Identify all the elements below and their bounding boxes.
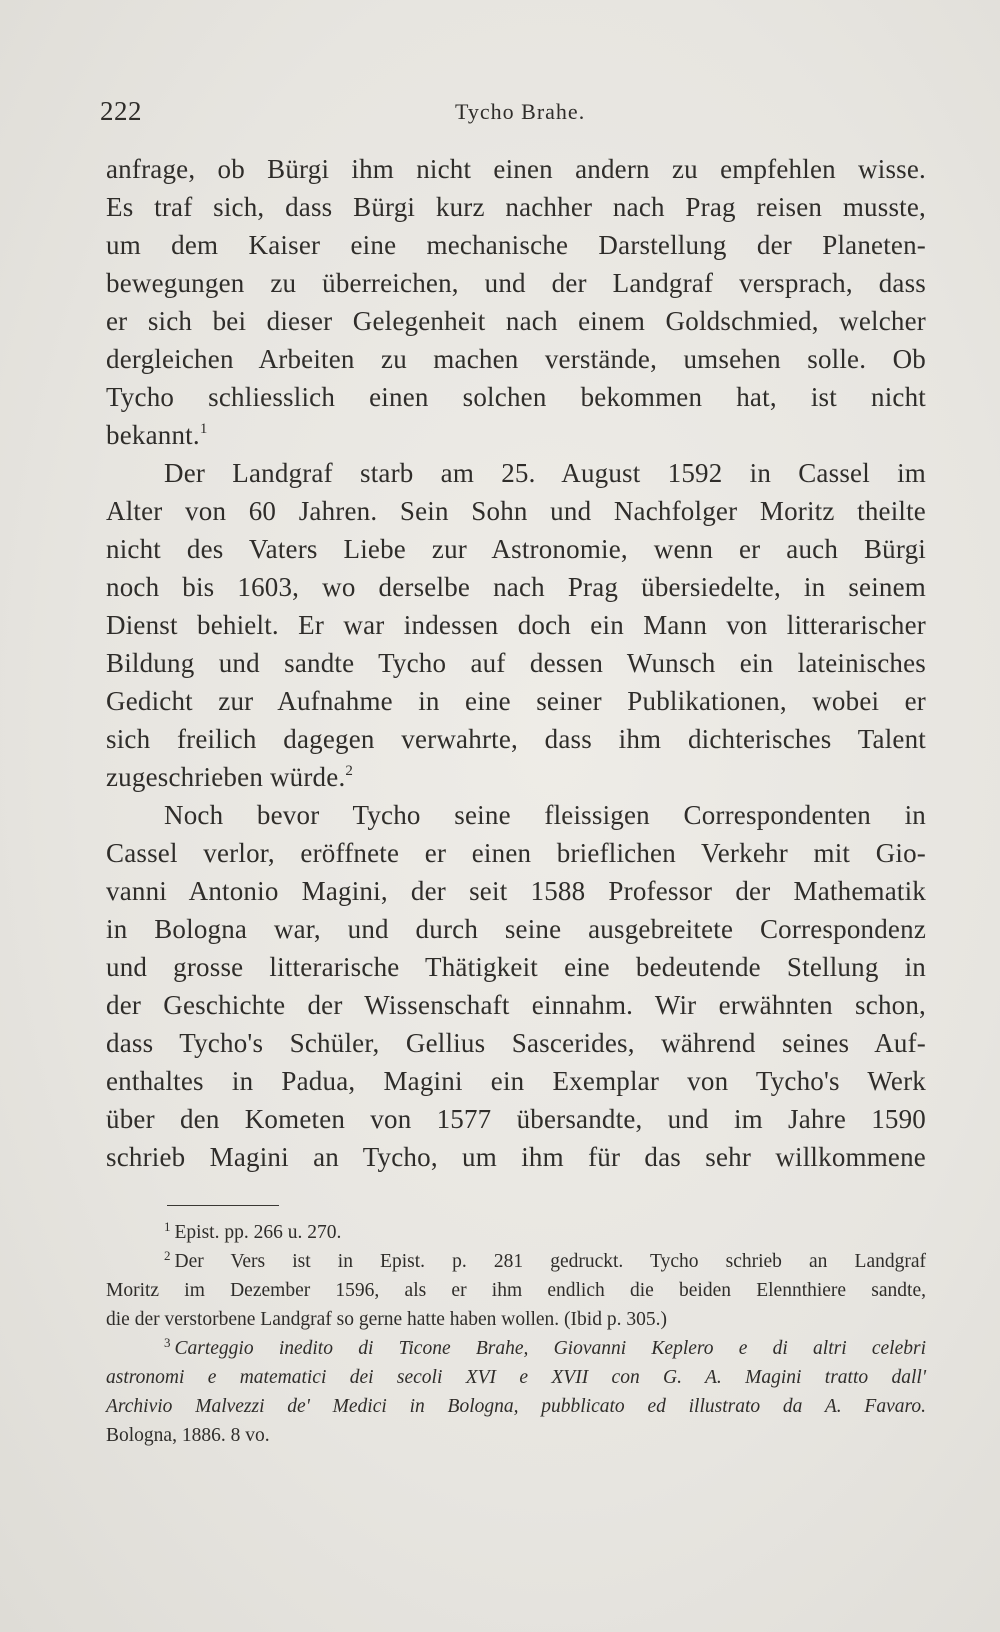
- main-text: [106, 150, 926, 1176]
- page-header: [100, 96, 930, 130]
- text-line: Cassel verlor, eröffnete er einen brieflichen Verkehr mit Gio-: [106, 838, 926, 868]
- text-line: in Bologna war, und durch seine ausgebreitete Correspondenz: [106, 914, 926, 944]
- footnote-line: Bologna, 1886. 8 vo.: [106, 1425, 270, 1446]
- footnote-ref-1: 1: [199, 421, 208, 437]
- text-line: Der Landgraf starb am 25. August 1592 in Cassel im: [164, 458, 926, 488]
- footnotes: [106, 1218, 926, 1450]
- text-line: über den Kometen von 1577 übersandte, und im Jahre 1590: [106, 1104, 926, 1134]
- text-line: schrieb Magini an Tycho, um ihm für das sehr willkommene: [106, 1142, 926, 1172]
- footnote-mark: 2: [164, 1248, 171, 1263]
- footnote-1: [106, 1218, 926, 1247]
- text-line: [106, 758, 926, 796]
- page-number: 222: [100, 96, 142, 126]
- text-line: dass Tycho's Schüler, Gellius Sascerides, während seines Auf-: [106, 1028, 926, 1058]
- text-line: Es traf sich, dass Bürgi kurz nachher nach Prag reisen musste,: [106, 192, 926, 222]
- text-line: enthaltes in Padua, Magini ein Exemplar von Tycho's Werk: [106, 1066, 926, 1096]
- footnote-2: [106, 1247, 926, 1276]
- footnote-line: Archivio Malvezzi de' Medici in Bologna, pubblicato ed illustrato da A. Favaro.: [106, 1396, 926, 1417]
- text-line: um dem Kaiser eine mechanische Darstellung der Planeten-: [106, 230, 926, 260]
- footnote-3: [106, 1334, 926, 1363]
- text-line-content: bekannt.: [106, 420, 200, 450]
- text-line: noch bis 1603, wo derselbe nach Prag übersiedelte, in seinem: [106, 572, 926, 602]
- footnote-ref-2: 2: [345, 763, 354, 779]
- text-line: Alter von 60 Jahren. Sein Sohn und Nachfolger Moritz theilte: [106, 496, 926, 526]
- footnote-line: astronomi e matematici dei secoli XVI e XVII con G. A. Magini tratto dall': [106, 1367, 926, 1388]
- footnote-mark: 1: [164, 1219, 171, 1234]
- text-line: und grosse litterarische Thätigkeit eine bedeutende Stellung in: [106, 952, 926, 982]
- text-line: Tycho schliesslich einen solchen bekommen hat, ist nicht: [106, 382, 926, 412]
- footnote-divider: [167, 1205, 279, 1206]
- text-line: er sich bei dieser Gelegenheit nach einem Goldschmied, welcher: [106, 306, 926, 336]
- text-line: bewegungen zu überreichen, und der Landgraf versprach, dass: [106, 268, 926, 298]
- text-line: Dienst behielt. Er war indessen doch ein Mann von litterarischer: [106, 610, 926, 640]
- footnote-mark: 3: [164, 1335, 171, 1350]
- text-line: nicht des Vaters Liebe zur Astronomie, wenn er auch Bürgi: [106, 534, 926, 564]
- text-line-content: zugeschrieben würde.: [106, 762, 346, 792]
- text-line: der Geschichte der Wissenschaft einnahm. Wir erwähnten schon,: [106, 990, 926, 1020]
- text-line: Bildung und sandte Tycho auf dessen Wunsch ein lateinisches: [106, 648, 926, 678]
- text-line: Gedicht zur Aufnahme in eine seiner Publikationen, wobei er: [106, 686, 926, 716]
- text-line: [106, 416, 926, 454]
- footnote-text: Epist. pp. 266 u. 270.: [174, 1222, 342, 1243]
- running-head: Tycho Brahe.: [455, 99, 586, 124]
- footnote-line: Moritz im Dezember 1596, als er ihm endlich die beiden Elennthiere sandte,: [106, 1280, 926, 1301]
- footnote-line: die der verstorbene Landgraf so gerne hatte haben wollen. (Ibid p. 305.): [106, 1309, 667, 1330]
- footnote-text: Carteggio inedito di Ticone Brahe, Giovanni Keplero e di altri celebri: [174, 1338, 926, 1359]
- footnote-text: Der Vers ist in Epist. p. 281 gedruckt. Tycho schrieb an Landgraf: [174, 1251, 926, 1272]
- text-line: dergleichen Arbeiten zu machen verstände, umsehen solle. Ob: [106, 344, 926, 374]
- text-line: Noch bevor Tycho seine fleissigen Correspondenten in: [164, 800, 926, 830]
- text-line: anfrage, ob Bürgi ihm nicht einen andern zu empfehlen wisse.: [106, 154, 926, 184]
- text-line: vanni Antonio Magini, der seit 1588 Professor der Mathematik: [106, 876, 926, 906]
- text-line: sich freilich dagegen verwahrte, dass ihm dichterisches Talent: [106, 724, 926, 754]
